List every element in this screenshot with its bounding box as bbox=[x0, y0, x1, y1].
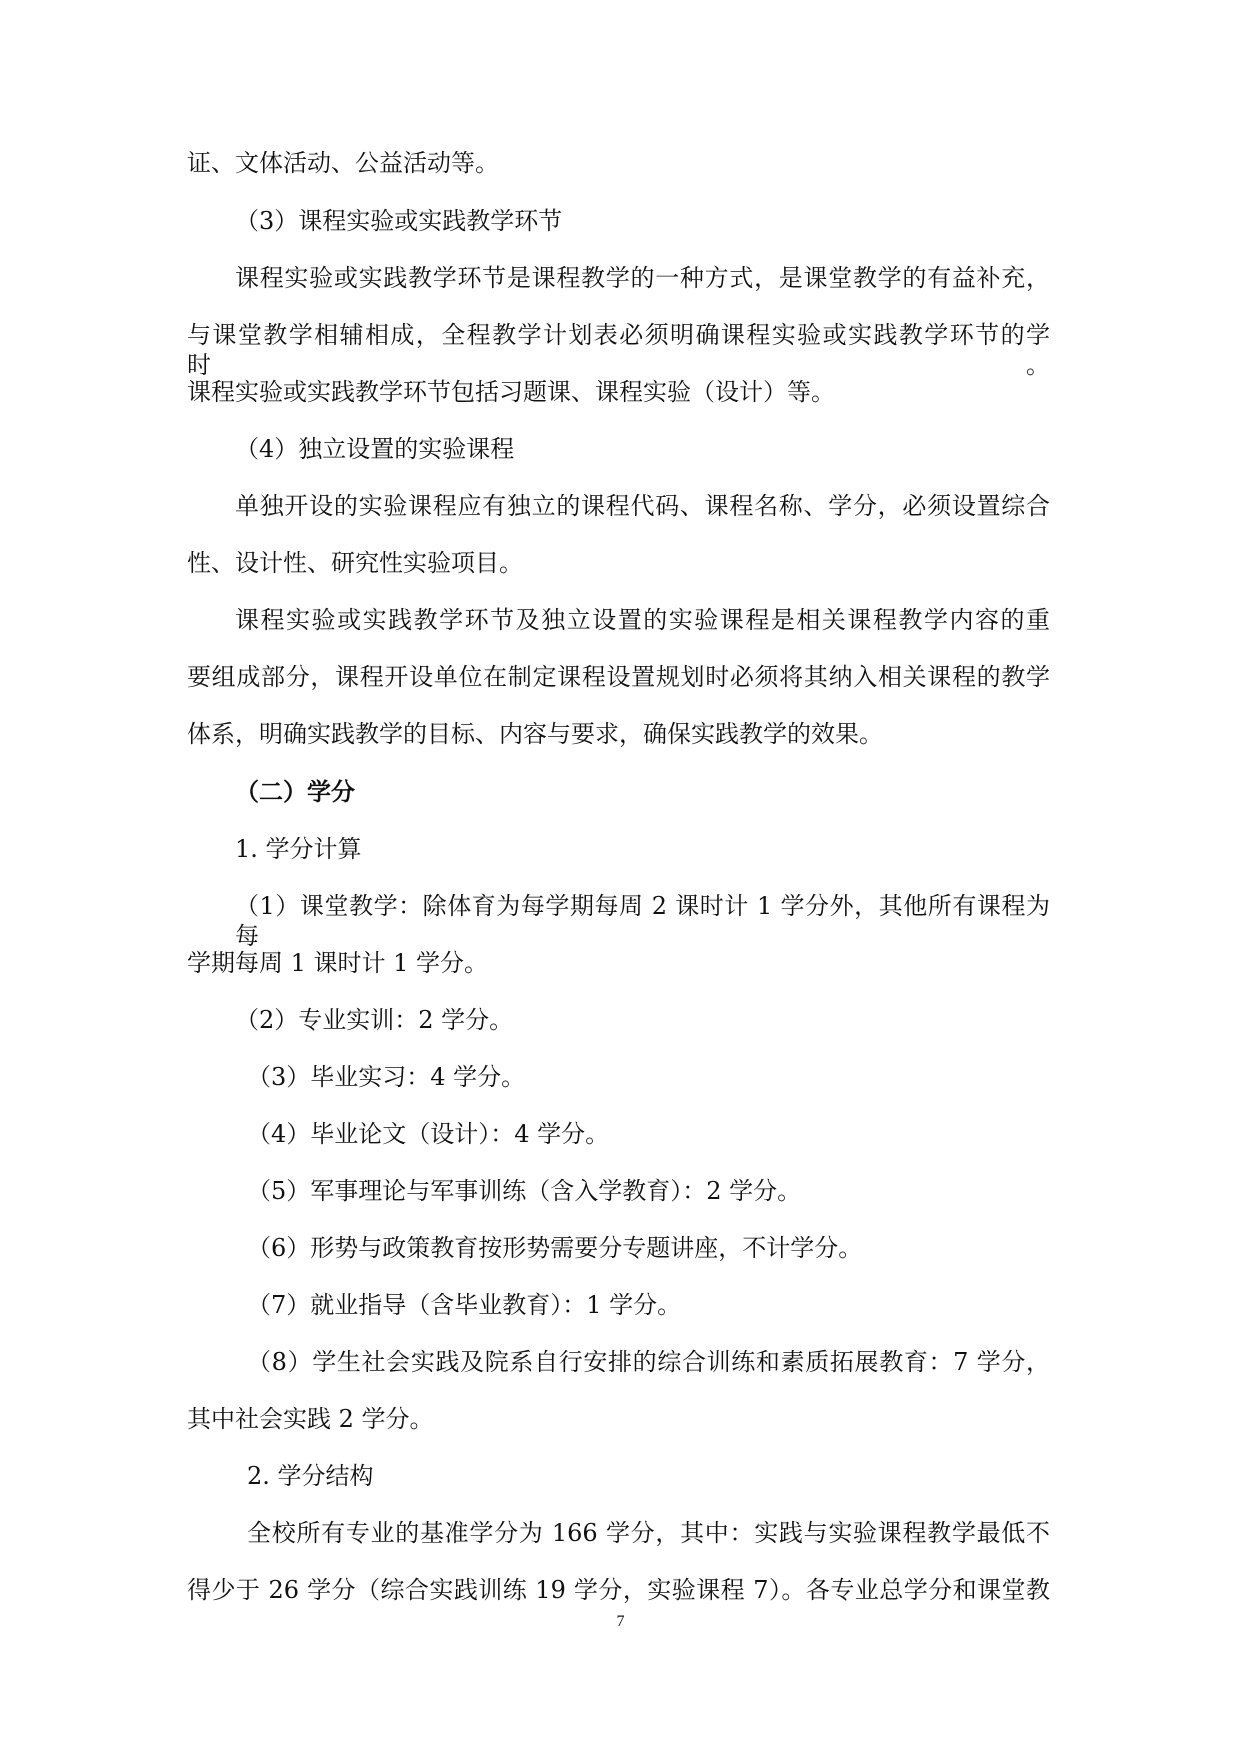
page-number: 7 bbox=[616, 1613, 625, 1630]
text-line: 学期每周 1 课时计 1 学分。 bbox=[187, 949, 489, 977]
text-line: 体系，明确实践教学的目标、内容与要求，确保实践教学的效果。 bbox=[187, 720, 883, 748]
list-item: （7）就业指导（含毕业教育）：1 学分。 bbox=[247, 1291, 682, 1319]
list-item: （2）专业实训：2 学分。 bbox=[235, 1006, 514, 1034]
list-item: （8）学生社会实践及院系自行安排的综合训练和素质拓展教育：7 学分， bbox=[247, 1348, 1050, 1376]
text-line: 课程实验或实践教学环节包括习题课、课程实验（设计）等。 bbox=[187, 378, 835, 406]
text-line: 得少于 26 学分（综合实践训练 19 学分，实验课程 7）。各专业总学分和课堂教 bbox=[187, 1576, 1050, 1604]
list-item: （6）形势与政策教育按形势需要分专题讲座，不计学分。 bbox=[247, 1234, 863, 1262]
text-line: 课程实验或实践教学环节是课程教学的一种方式，是课堂教学的有益补充， bbox=[235, 264, 1050, 292]
section-heading-bold: （二）学分 bbox=[235, 777, 355, 806]
section-heading: （3）课程实验或实践教学环节 bbox=[235, 207, 563, 235]
subsection-heading: 2. 学分结构 bbox=[247, 1462, 374, 1490]
text-line: 性、设计性、研究性实验项目。 bbox=[187, 549, 523, 577]
list-item: （4）毕业论文（设计）：4 学分。 bbox=[247, 1120, 610, 1148]
subsection-heading: 1. 学分计算 bbox=[235, 835, 362, 863]
text-line: 课程实验或实践教学环节及独立设置的实验课程是相关课程教学内容的重 bbox=[235, 606, 1050, 634]
text-line: 证、文体活动、公益活动等。 bbox=[187, 149, 499, 177]
section-heading: （4）独立设置的实验课程 bbox=[235, 435, 515, 463]
text-line: 要组成部分，课程开设单位在制定课程设置规划时必须将其纳入相关课程的教学 bbox=[187, 663, 1050, 691]
text-line: 单独开设的实验课程应有独立的课程代码、课程名称、学分，必须设置综合 bbox=[235, 492, 1050, 520]
list-item: （3）毕业实习：4 学分。 bbox=[247, 1063, 526, 1091]
text-line: （1）课堂教学：除体育为每学期每周 2 课时计 1 学分外，其他所有课程为每 bbox=[235, 892, 1050, 950]
text-line: 全校所有专业的基准学分为 166 学分，其中：实践与实验课程教学最低不 bbox=[247, 1519, 1050, 1547]
list-item: （5）军事理论与军事训练（含入学教育）：2 学分。 bbox=[247, 1177, 802, 1205]
text-line: 与课堂教学相辅相成，全程教学计划表必须明确课程实验或实践教学环节的学时。 bbox=[187, 321, 1050, 379]
text-line: 其中社会实践 2 学分。 bbox=[187, 1405, 434, 1433]
